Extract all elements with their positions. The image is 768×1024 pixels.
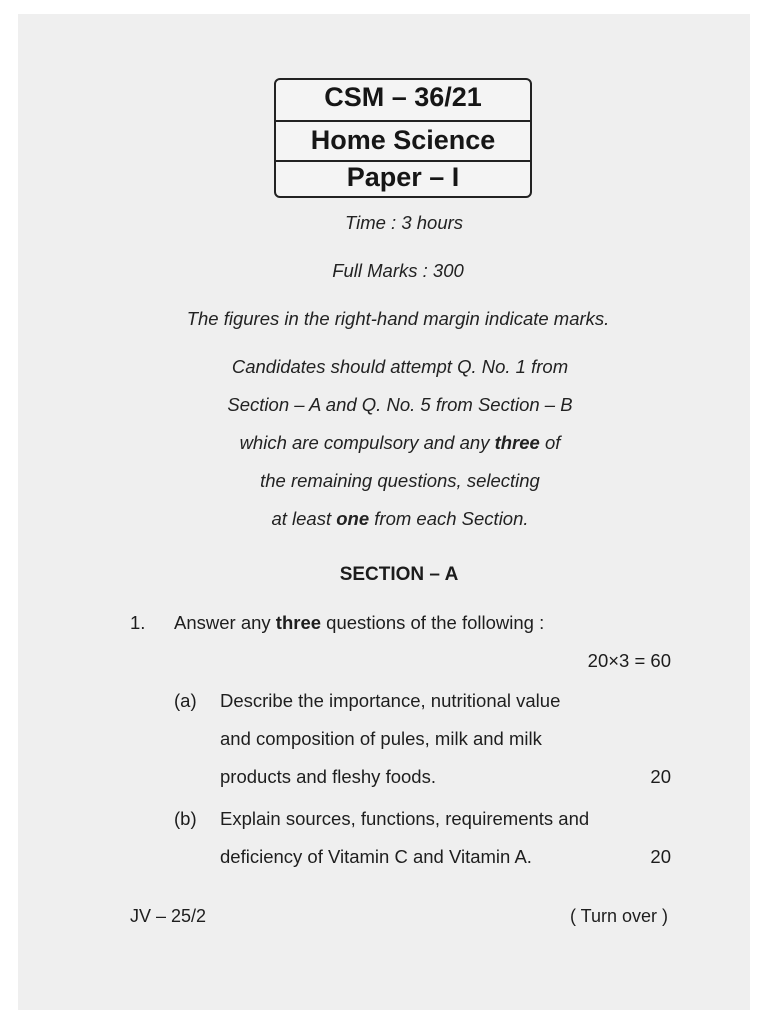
instruction-line-4: the remaining questions, selecting — [260, 470, 540, 491]
part-b-label: (b) — [174, 808, 197, 829]
subject-title: Home Science — [276, 120, 530, 162]
part-b-line-2: deficiency of Vitamin C and Vitamin A. — [220, 846, 532, 867]
paper-number: Paper – I — [346, 162, 460, 192]
question-number: 1. — [130, 612, 146, 633]
question-1-marks: 20×3 = 60 — [587, 650, 671, 671]
margin-note: The figures in the right-hand margin indicate marks. — [186, 308, 610, 329]
part-a-line-2: and composition of pules, milk and milk — [220, 728, 542, 749]
instruction-line-1: Candidates should attempt Q. No. 1 from — [231, 356, 569, 377]
time-allowed: Time : 3 hours — [344, 212, 464, 233]
instruction-line-5: at least one from each Section. — [271, 508, 529, 529]
footer-code: JV – 25/2 — [130, 906, 207, 926]
instruction-line-2: Section – A and Q. No. 5 from Section – B — [227, 394, 573, 415]
part-a-line-1: Describe the importance, nutritional value — [220, 690, 561, 711]
section-a-title: SECTION – A — [339, 564, 459, 585]
part-b-line-1: Explain sources, functions, requirements and — [220, 808, 590, 829]
part-a-label: (a) — [174, 690, 197, 711]
paper-header-box — [274, 78, 532, 198]
part-a-line-3: products and fleshy foods. — [220, 766, 436, 787]
instruction-line-3: which are compulsory and any three of — [239, 432, 561, 453]
part-b-marks: 20 — [650, 846, 671, 867]
part-a-marks: 20 — [650, 766, 671, 787]
turn-over-note: ( Turn over ) — [569, 906, 668, 926]
full-marks: Full Marks : 300 — [332, 260, 464, 281]
paper-code: CSM – 36/21 — [324, 82, 482, 112]
question-1-text: Answer any three questions of the following : — [174, 612, 545, 633]
